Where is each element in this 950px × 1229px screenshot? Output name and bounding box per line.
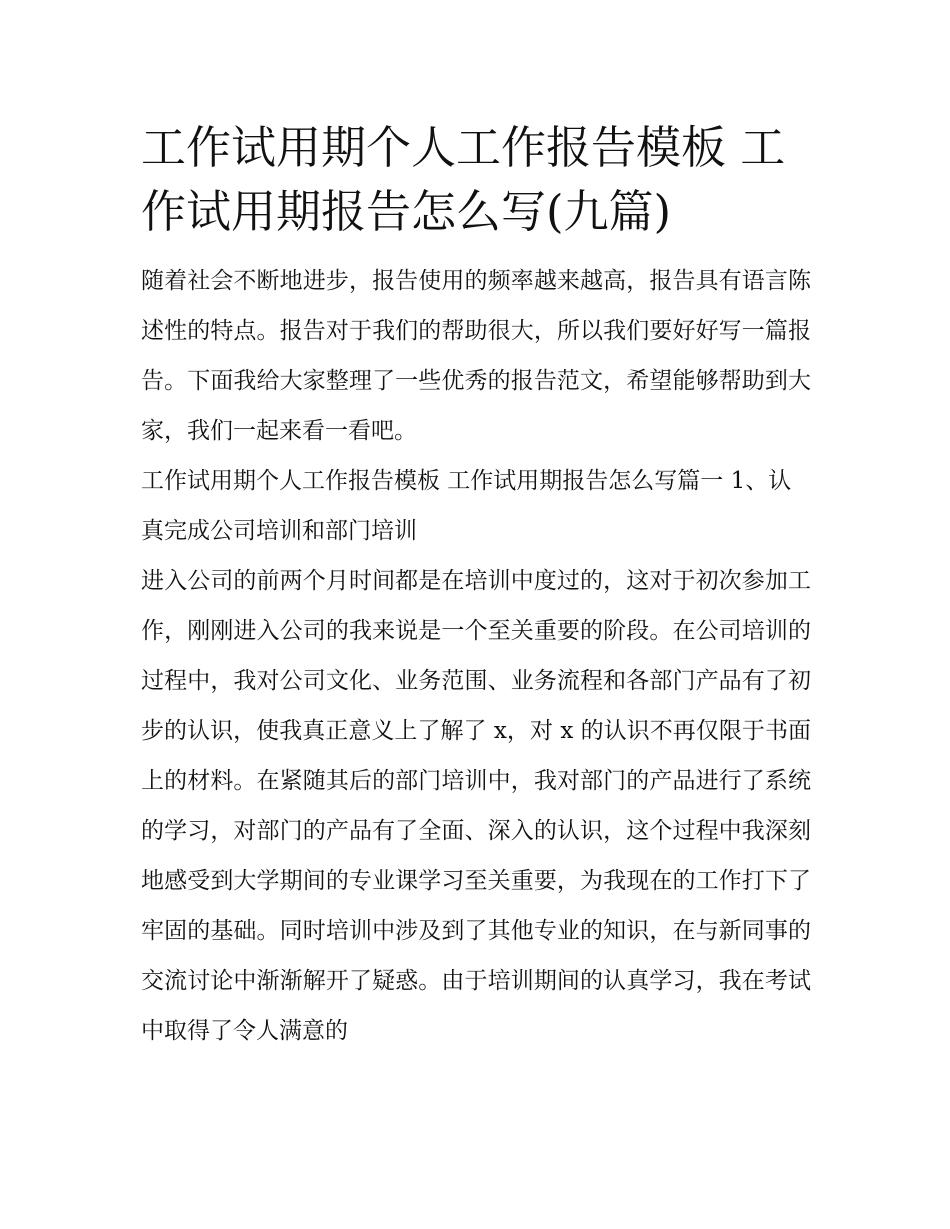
section-heading: 工作试用期个人工作报告模板 工作试用期报告怎么写篇一 1、认真完成公司培训和部门培训 <box>141 468 792 544</box>
document-title: 工作试用期个人工作报告模板 工作试用期报告怎么写(九篇) <box>141 121 786 238</box>
body-paragraph: 进入公司的前两个月时间都是在培训中度过的，这对于初次参加工作，刚刚进入公司的我来说是一个至关重要的阶段。在公司培训的过程中，我对公司文化、业务范围、业务流程和各部门产品有了初步的认识，使我真正意义上了解了 x，对 x 的认识不再仅限于书面上的材料。在紧随其后的部门培训中，我对部门的产品进行了系统的学习，对部门的产品有了全面、深入的认识，这个过程中我深刻地感受到大学期间的专业课学习至关重要，为我现在的工作打下了牢固的基础。同时培训中涉及到了其他专业的知识，在与新同事的交流讨论中渐渐解开了疑惑。由于培训期间的认真学习，我在考试中取得了令人满意的 <box>141 568 811 1044</box>
document-content <box>141 116 811 1056</box>
intro-paragraph: 随着社会不断地进步，报告使用的频率越来越高，报告具有语言陈述性的特点。报告对于我们的帮助很大，所以我们要好好写一篇报告。下面我给大家整理了一些优秀的报告范文，希望能够帮助到大家，我们一起来看一看吧。 <box>141 268 811 444</box>
